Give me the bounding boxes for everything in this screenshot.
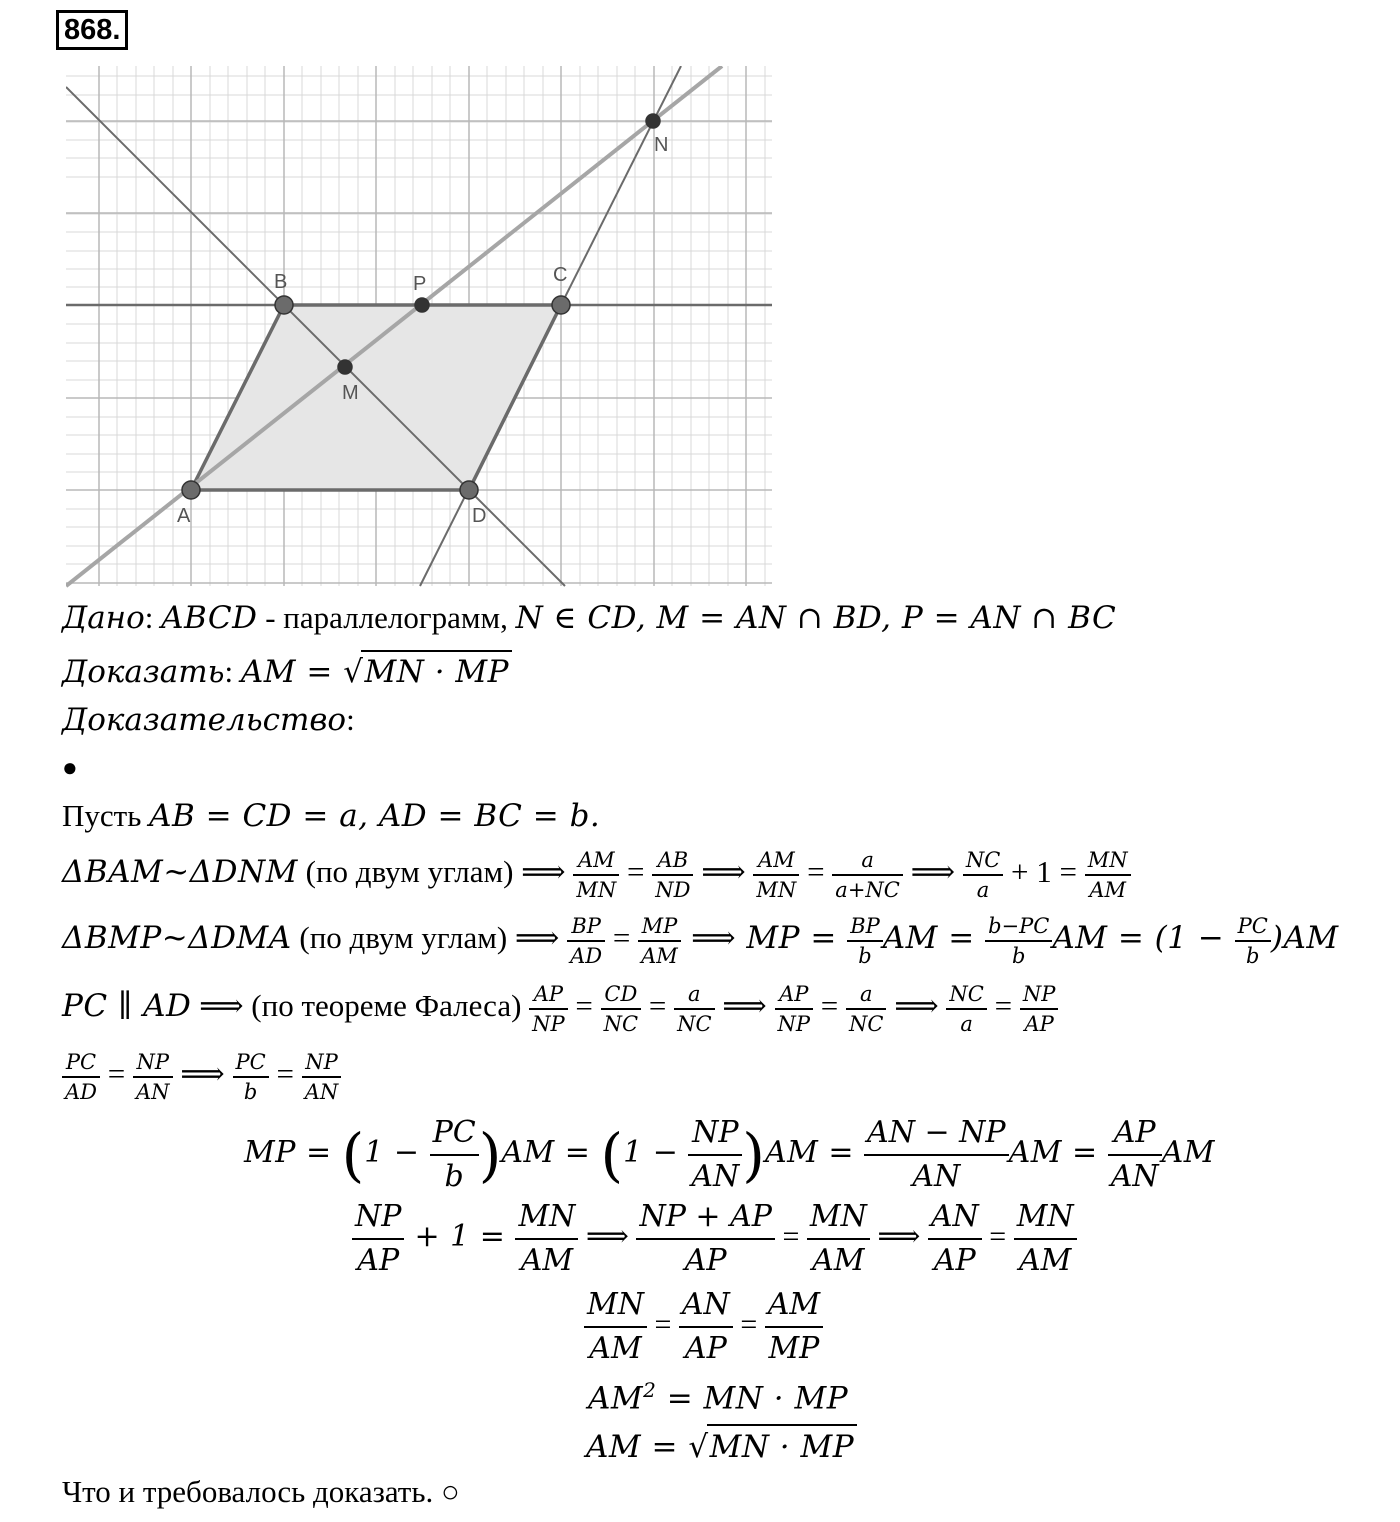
line-an xyxy=(66,66,722,586)
point-a xyxy=(182,481,200,499)
parallelogram-figure xyxy=(66,66,776,588)
problem-number: 868. xyxy=(56,10,128,50)
label-p: P xyxy=(413,273,427,295)
point-n xyxy=(646,114,660,128)
prove-label: Доказать xyxy=(62,654,225,690)
label-m: M xyxy=(342,382,359,404)
bullet: ● xyxy=(62,753,78,782)
similarity-line-1: ΔBAM~ΔDNM (по двум углам) ⟹ $\frac{AM}{MN}$ = $\frac{AB}{ND}$ ⟹ $\frac{AM}{MN}$ = $\frac{a}{a+NC}$ ⟹ $\frac{NC}{a}$ + 1 = $\frac{MN}{AM}$ xyxy=(62,842,1131,904)
display-equation-3: $\frac{MN}{AM}$ = $\frac{AN}{AP}$ = $\frac{AM}{MP}$ xyxy=(584,1280,823,1370)
prove-line: Доказать: AM = √MN · MP xyxy=(62,650,512,692)
point-m xyxy=(338,360,352,374)
point-b xyxy=(275,296,293,314)
thales-line: PC ∥ AD ⟹ (по теореме Фалеса) $\frac{AP}{NP}$ = $\frac{CD}{NC}$ = $\frac{a}{NC}$ ⟹ $\frac{AP}{NP}$ = $\frac{a}{NC}$ ⟹ $\frac{NC}{a}$ = $\frac{NP}{AP}$ xyxy=(62,976,1058,1038)
display-equation-1: MP = (1 − $\frac{PC}{b}$ )AM = (1 − $\frac{NP}{AN}$ )AM = $\frac{AN - NP}{AN}$ AM = $\frac{AP}{AN}$ AM xyxy=(244,1108,1215,1200)
label-n: N xyxy=(654,134,669,156)
display-equation-5: AM = √MN · MP xyxy=(586,1424,857,1468)
let-line: Пусть AB = CD = a, AD = BC = b. xyxy=(62,798,601,834)
display-equation-4: $AM^2$ = MN · MP xyxy=(588,1378,849,1417)
label-a: A xyxy=(177,505,191,527)
point-d xyxy=(460,481,478,499)
label-b: B xyxy=(274,271,288,293)
conclusion: Что и требовалось доказать. ○ xyxy=(62,1474,460,1509)
point-c xyxy=(552,296,570,314)
point-p xyxy=(415,298,429,312)
display-equation-2: $\frac{NP}{AP}$ + 1 = $\frac{MN}{AM}$ ⟹ $\frac{NP + AP}{AP}$ = $\frac{MN}{AM}$ ⟹ $\frac{AN}{AP}$ = $\frac{MN}{AM}$ xyxy=(352,1192,1077,1282)
label-d: D xyxy=(472,505,487,527)
proof-label: Доказательство: xyxy=(62,702,355,738)
label-c: C xyxy=(553,264,568,286)
ratio-line: $\frac{PC}{AD}$ = $\frac{NP}{AN}$ ⟹ $\frac{PC}{b}$ = $\frac{NP}{AN}$ xyxy=(62,1044,341,1106)
given-label: Дано xyxy=(62,600,145,636)
given-line: Дано: ABCD - параллелограмм, N ∈ CD, M = AN ∩ BD, P = AN ∩ BC xyxy=(62,600,1117,636)
similarity-line-2: ΔBMP~ΔDMA (по двум углам) ⟹ $\frac{BP}{AD}$ = $\frac{MP}{AM}$ ⟹ MP = $\frac{BP}{b}$ AM = $\frac{b-PC}{b}$ AM = (1 − $\frac{PC}{b}$ )AM xyxy=(62,913,1339,968)
